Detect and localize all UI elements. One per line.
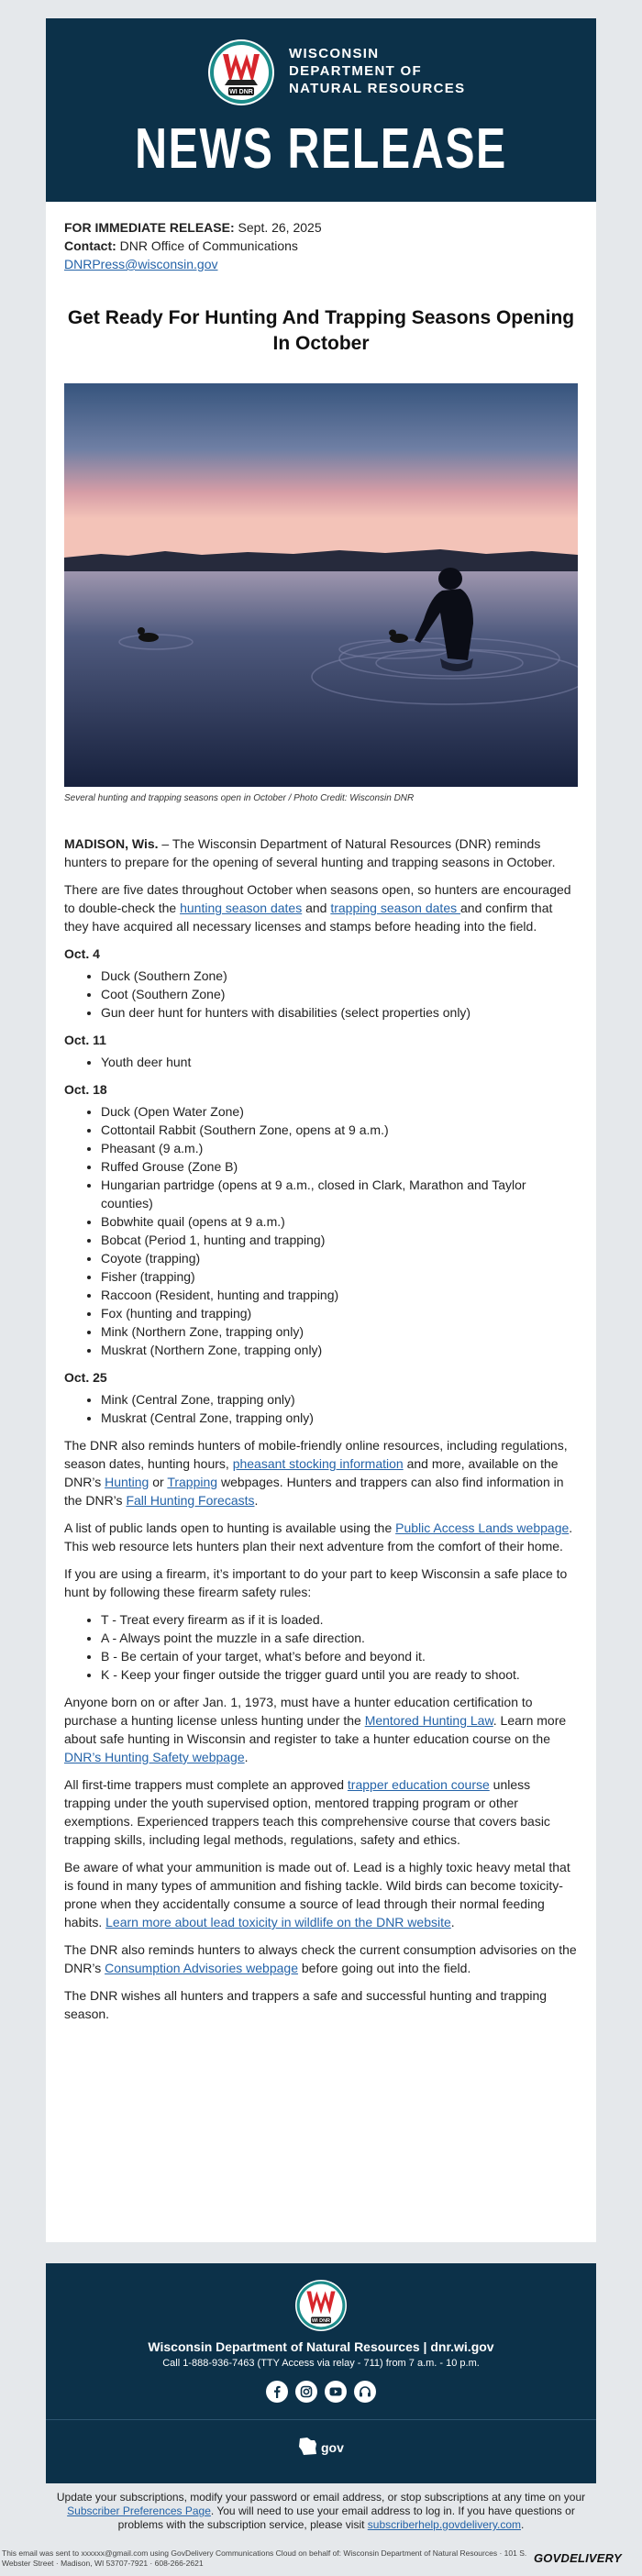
- content-card: [46, 202, 596, 2242]
- list-item: • Hungarian partridge (opens at 9 a.m., closed in Clark, Marathon and Taylor counties): [101, 1176, 578, 1212]
- hunting-page-link[interactable]: Hunting: [105, 1475, 149, 1489]
- banner-title: NEWS RELEASE: [135, 117, 507, 181]
- list-item: • B - Be certain of your target, what’s before and beyond it.: [101, 1647, 578, 1665]
- footer-divider: [46, 2419, 596, 2420]
- text-fragment: and confirm that they have acquired all necessary licenses and stamps before heading into the field.: [64, 901, 553, 934]
- org-name-line-2: DEPARTMENT OF: [289, 63, 422, 79]
- pheasant-stocking-link[interactable]: pheasant stocking information: [232, 1456, 404, 1471]
- text-fragment: Be aware of what your ammunition is made out of. Lead is a highly toxic heavy metal that is found in many types of ammunition and fishing tackle. Wild birds can become toxicity-prone when they accidentally consume a source of lead through their normal feeding habits.: [64, 1860, 570, 1929]
- list-item: • Bobcat (Period 1, hunting and trapping): [101, 1231, 578, 1249]
- subscription-notice: [46, 2491, 596, 2532]
- text-fragment: .: [450, 1915, 455, 1929]
- text-fragment: A list of public lands open to hunting is available using the: [64, 1520, 396, 1535]
- lead-toxicity-paragraph: [64, 1858, 578, 1931]
- trapper-education-course-link[interactable]: trapper education course: [347, 1777, 490, 1792]
- page-title: Get Ready For Hunting And Trapping Seasons Opening In October: [67, 307, 575, 354]
- social-links: [46, 2381, 596, 2403]
- text-fragment: All first-time trappers must complete an approved: [64, 1777, 348, 1792]
- list-item: • Coyote (trapping): [101, 1249, 578, 1267]
- public-access-lands-link[interactable]: Public Access Lands webpage: [395, 1520, 570, 1535]
- footer-org-name[interactable]: Wisconsin Department of Natural Resources | dnr.wi.gov: [148, 2339, 494, 2354]
- list-item: • Duck (Southern Zone): [101, 967, 578, 985]
- list-item: • Muskrat (Central Zone, trapping only): [101, 1409, 578, 1427]
- text-fragment: Anyone born on or after Jan. 1, 1973, must have a hunter education certification to purchase a hunting license unless hunting under the: [64, 1695, 533, 1728]
- govdelivery-logo[interactable]: GOVDELIVERY: [534, 2551, 622, 2565]
- release-meta: [64, 218, 322, 273]
- mentored-hunting-law-link[interactable]: Mentored Hunting Law: [364, 1713, 493, 1728]
- email-fine-print: This email was sent to xxxxxx@gmail.com using GovDelivery Communications Cloud on behalf of: Wisconsin Department of Natural Resources · 101 S. Webster Street · Madison, WI 53707-7921 · 608-266-2621: [2, 2548, 527, 2568]
- wisconsin-dnr-logo: [208, 39, 274, 105]
- org-name-line-3: NATURAL RESOURCES: [289, 81, 466, 96]
- list-item: • Coot (Southern Zone): [101, 985, 578, 1003]
- list-item: • Fisher (trapping): [101, 1267, 578, 1286]
- list-item: • Fox (hunting and trapping): [101, 1304, 578, 1322]
- list-item: • Cottontail Rabbit (Southern Zone, opens at 9 a.m.): [101, 1121, 578, 1139]
- text-fragment: The DNR also reminds hunters of mobile-friendly online resources, including regulations, season dates, hunting hours,: [64, 1438, 568, 1471]
- list-item: • Mink (Northern Zone, trapping only): [101, 1322, 578, 1341]
- photo-caption: Several hunting and trapping seasons open in October / Photo Credit: Wisconsin DNR: [64, 793, 415, 803]
- text-fragment: .: [254, 1493, 259, 1508]
- season-date-heading: Oct. 25: [64, 1370, 107, 1385]
- season-list: [101, 1102, 578, 1359]
- trapper-education-paragraph: [64, 1775, 578, 1849]
- list-item: • Pheasant (9 a.m.): [101, 1139, 578, 1157]
- list-item: • K - Keep your finger outside the trigger guard until you are ready to shoot.: [101, 1665, 578, 1684]
- trapping-page-link[interactable]: Trapping: [167, 1475, 218, 1489]
- hunting-season-dates-link[interactable]: hunting season dates: [180, 901, 303, 915]
- closing-paragraph: The DNR wishes all hunters and trappers a safe and successful hunting and trapping season.: [64, 1988, 548, 2021]
- dateline: MADISON, Wis.: [64, 836, 159, 851]
- season-date-heading: Oct. 18: [64, 1082, 107, 1097]
- text-fragment: The DNR also reminds hunters to always check the current consumption advisories on the DNR’s: [64, 1942, 577, 1975]
- season-schedule: [64, 945, 578, 1427]
- season-dates-paragraph: [64, 880, 578, 935]
- article-body: [64, 835, 578, 2032]
- season-list: [101, 967, 578, 1022]
- text-fragment: webpages. Hunters and trappers can also find information in the DNR’s: [64, 1475, 564, 1508]
- release-date: Sept. 26, 2025: [238, 220, 322, 235]
- text-fragment: . Learn more about safe hunting in Wisconsin and register to take a hunter education course on the: [64, 1713, 567, 1746]
- podcast-headphones-icon[interactable]: [354, 2381, 376, 2403]
- text-fragment: . You will need to use your email address to log in. If you have questions or problems with the subscription service, please visit: [117, 2504, 575, 2531]
- season-date-heading: Oct. 4: [64, 946, 100, 961]
- text-fragment: and: [302, 901, 331, 915]
- list-item: • Duck (Open Water Zone): [101, 1102, 578, 1121]
- season-list: [101, 1053, 578, 1071]
- footer-logo-badge-text: WI DNR: [312, 2317, 330, 2324]
- intro-text: – The Wisconsin Department of Natural Resources (DNR) reminds hunters to prepare for the opening of several hunting and trapping seasons in October.: [64, 836, 556, 869]
- hunting-safety-webpage-link[interactable]: DNR’s Hunting Safety webpage: [64, 1750, 245, 1764]
- intro-paragraph: [64, 835, 578, 871]
- subscriber-help-link[interactable]: subscriberhelp.govdelivery.com: [367, 2518, 521, 2531]
- text-fragment: . This web resource lets hunters plan their next adventure from the comfort of their home.: [64, 1520, 573, 1553]
- text-fragment: and more, available on the DNR’s: [64, 1456, 559, 1489]
- text-fragment: or: [149, 1475, 168, 1489]
- consumption-advisories-paragraph: [64, 1940, 578, 1977]
- text-fragment: before going out into the field.: [297, 1961, 471, 1975]
- list-item: • Youth deer hunt: [101, 1053, 578, 1071]
- list-item: • Bobwhite quail (opens at 9 a.m.): [101, 1212, 578, 1231]
- logo-badge-text: WI DNR: [229, 89, 253, 95]
- text-fragment: unless trapping under the youth supervised option, mentored trapping program or other exemptions. Experienced trappers teach this comprehensive course that covers basic trapping skills, including legal methods, regulations, safety and ethics.: [64, 1777, 550, 1847]
- facebook-icon[interactable]: [266, 2381, 288, 2403]
- public-lands-paragraph: [64, 1519, 578, 1555]
- list-item: • Gun deer hunt for hunters with disabilities (select properties only): [101, 1003, 578, 1022]
- lead-toxicity-link[interactable]: Learn more about lead toxicity in wildlife on the DNR website: [105, 1915, 451, 1929]
- press-email-link[interactable]: DNRPress@wisconsin.gov: [64, 257, 218, 271]
- hunter-photo: [64, 383, 578, 787]
- text-fragment: .: [520, 2518, 525, 2531]
- gov-label[interactable]: gov: [321, 2440, 344, 2455]
- news-release-banner: [46, 18, 596, 202]
- subscriber-preferences-link[interactable]: Subscriber Preferences Page: [67, 2504, 211, 2517]
- footer-phone-line: Call 1-888-936-7463 (TTY Access via relay - 711) from 7 a.m. - 10 p.m.: [162, 2358, 480, 2369]
- season-list: [101, 1390, 578, 1427]
- text-fragment: .: [244, 1750, 249, 1764]
- season-date-heading: Oct. 11: [64, 1033, 106, 1047]
- contact-value: DNR Office of Communications: [119, 238, 298, 253]
- list-item: • Mink (Central Zone, trapping only): [101, 1390, 578, 1409]
- list-item: • Raccoon (Resident, hunting and trapping): [101, 1286, 578, 1304]
- release-label: FOR IMMEDIATE RELEASE:: [64, 220, 235, 235]
- text-fragment: Update your subscriptions, modify your password or email address, or stop subscriptions at any time on your: [56, 2491, 586, 2504]
- text-fragment: There are five dates throughout October when seasons open, so hunters are encouraged to double-check the: [64, 882, 571, 915]
- tabk-rules-list: [101, 1610, 578, 1684]
- consumption-advisories-link[interactable]: Consumption Advisories webpage: [105, 1961, 298, 1975]
- resources-paragraph: [64, 1436, 578, 1509]
- firearm-safety-paragraph: If you are using a firearm, it’s important to do your part to keep Wisconsin a safe place to hunt by following these firearm safety rules:: [64, 1566, 568, 1599]
- youtube-icon[interactable]: [325, 2381, 347, 2403]
- footer-dnr-logo[interactable]: [295, 2280, 347, 2331]
- fall-hunting-forecasts-link[interactable]: Fall Hunting Forecasts: [126, 1493, 255, 1508]
- list-item: • T - Treat every firearm as if it is loaded.: [101, 1610, 578, 1629]
- org-name-line-1: WISCONSIN: [289, 46, 380, 61]
- list-item: • A - Always point the muzzle in a safe direction.: [101, 1629, 578, 1647]
- hunter-education-paragraph: [64, 1693, 578, 1766]
- list-item: • Ruffed Grouse (Zone B): [101, 1157, 578, 1176]
- trapping-season-dates-link[interactable]: trapping season dates: [330, 901, 460, 915]
- footer: [46, 2263, 596, 2483]
- list-item: • Muskrat (Northern Zone, trapping only): [101, 1341, 578, 1359]
- contact-label: Contact:: [64, 238, 116, 253]
- instagram-icon[interactable]: [295, 2381, 317, 2403]
